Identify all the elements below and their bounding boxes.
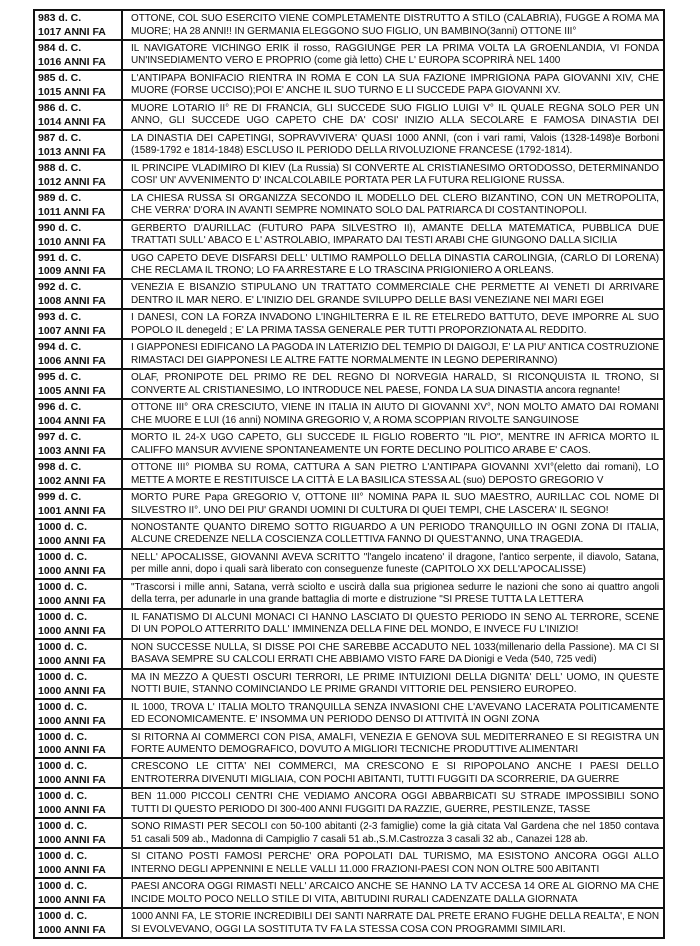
table-row — [35, 909, 663, 937]
date-cell — [35, 400, 123, 428]
date-cell — [35, 759, 123, 787]
year-label: 989 d. C. — [38, 191, 82, 204]
year-label: 994 d. C. — [38, 341, 82, 354]
year-label: 999 d. C. — [38, 491, 82, 503]
year-label: 986 d. C. — [38, 101, 82, 114]
date-cell — [35, 520, 123, 548]
years-ago-label: 1000 ANNI FA — [38, 894, 106, 907]
date-cell — [35, 71, 123, 99]
table-row — [35, 520, 663, 550]
year-label: 1000 d. C. — [38, 790, 88, 803]
years-ago-label: 1000 ANNI FA — [38, 834, 106, 847]
year-label: 983 d. C. — [38, 12, 82, 24]
event-text: "Trascorsi i mille anni, Satana, verrà sciolto e uscirà dalla sua prigionea sedurre le nazioni che sono ai quattro angoli della terra, per adunarle in una grande battaglia di morte e distruzione "SI PRESE TUTTA LA LETTERA — [131, 581, 659, 606]
year-label: 991 d. C. — [38, 251, 82, 264]
date-cell — [35, 640, 123, 668]
date-cell — [35, 879, 123, 907]
years-ago-label: 1005 ANNI FA — [38, 385, 106, 398]
date-cell — [35, 161, 123, 189]
year-label: 985 d. C. — [38, 71, 82, 84]
event-text: OTTONE III° ORA CRESCIUTO, VIENE IN ITALIA IN AIUTO DI GIOVANNI XV°, NON MOLTO AMATO DAI ROMANI CHE MUORE E LUI (16 anni) NOMINA GREGORIO V, A ROMA SCOPPIAN RIVOLTE SANGUINOSE — [131, 402, 659, 426]
years-ago-label: 1011 ANNI FA — [38, 205, 106, 218]
event-text: UGO CAPETO DEVE DISFARSI DELL' ULTIMO RAMPOLLO DELLA DINASTIA CAROLINGIA, (CARLO DI LORENA) CHE RECLAMA IL TRONO; LO FA ARRESTARE E LO TRASCINA PRIGIONIERO A ORLEANS. — [131, 252, 659, 276]
date-cell — [35, 730, 123, 758]
years-ago-label: 1008 ANNI FA — [38, 295, 106, 308]
year-label: 1000 d. C. — [38, 850, 88, 863]
date-cell — [35, 101, 123, 129]
table-row — [35, 490, 663, 520]
year-label: 990 d. C. — [38, 221, 82, 234]
table-row — [35, 879, 663, 909]
years-ago-label: 1000 ANNI FA — [38, 774, 106, 787]
event-text: SI CITANO POSTI FAMOSI PERCHE' ORA POPOLATI DAL TURISMO, MA ESISTONO ANCORA OGGI ALLO INTERNO DEGLI APPENNINI E NELLE VALLI 11.000 FRAZIONI-PAESI CON NON OLTRE 500 ABITANTI — [131, 851, 659, 875]
year-label: 988 d. C. — [38, 161, 82, 174]
years-ago-label: 1001 ANNI FA — [38, 504, 106, 517]
years-ago-label: 1000 ANNI FA — [38, 624, 106, 637]
table-row — [35, 11, 663, 41]
date-cell — [35, 909, 123, 937]
event-text: VENEZIA E BISANZIO STIPULANO UN TRATTATO COMMERCIALE CHE PERMETTE AI VENETI DI ARRIVARE DENTRO IL MAR NERO. E' L'INIZIO DEL GRANDE SVILUPPO DELLE BASI VENEZIANE NEI MARI EGEI — [131, 282, 659, 306]
year-label: 995 d. C. — [38, 371, 82, 384]
date-cell — [35, 819, 123, 847]
year-label: 997 d. C. — [38, 431, 82, 444]
date-cell — [35, 340, 123, 368]
event-text: NELL' APOCALISSE, GIOVANNI AVEVA SCRITTO "l'angelo incateno' il dragone, l'antico serpente, il diavolo, Satana, per mille anni, dopo i quali sarà liberato con conseguenze funeste (CAPITOLO XX DELL'APOCALISSE) — [131, 551, 659, 576]
date-cell — [35, 610, 123, 638]
event-text: SONO RIMASTI PER SECOLI con 50-100 abitanti (2-3 famiglie) come la già citata Val Gardena che nel 1850 contava 51 casali 509 ab., Madonna di Campiglio 7 casali 51 ab.,S.M.Castrozza 3 casali 32 ab., Canazei 128 ab. — [131, 821, 659, 845]
table-row — [35, 460, 663, 490]
year-label: 1000 d. C. — [38, 880, 88, 893]
table-row — [35, 700, 663, 730]
years-ago-label: 1000 ANNI FA — [38, 534, 106, 547]
event-text: LA CHIESA RUSSA SI ORGANIZZA SECONDO IL MODELLO DEL CLERO BIZANTINO, CON UN METROPOLITA, CHE VERRA' D'ORA IN AVANTI SEMPRE NOMINATO SOLO DAL PATRIARCA DI COSTANTINOPOLI. — [131, 192, 659, 217]
event-text: L'ANTIPAPA BONIFACIO RIENTRA IN ROMA E CON LA SUA FAZIONE IMPRIGIONA PAPA GIOVANNI XIV, CHE MUORE (FORSE UCCISO);POI E' ANCHE IL SUO TURNO E LI SUCCEDE PAPA GIOVANNI XV. — [131, 72, 659, 97]
event-text: NONOSTANTE QUANTO DIREMO SOTTO RIGUARDO A UN PERIODO TRANQUILLO IN OGNI ZONA DI ITALIA, ALCUNE CREDENZE NELLA COSCIENZA COLLETTIVA FANNO DI QUEST'ANNO, UNA TRAGEDIA. — [131, 521, 659, 546]
table-row — [35, 340, 663, 370]
table-row — [35, 71, 663, 101]
event-text: I GIAPPONESI EDIFICANO LA PAGODA IN LATERIZIO DEL TEMPIO DI DAIGOJI, E' LA PIU' ANTICA COSTRUZIONE RIMASTACI DEI GIAPPONESI LE ALTRE FATTE NORMALMENTE IN LEGNO DEPERIRANNO) — [131, 342, 659, 366]
date-cell — [35, 490, 123, 518]
date-cell — [35, 221, 123, 249]
table-row — [35, 430, 663, 460]
event-text: GERBERTO D'AURILLAC (FUTURO PAPA SILVESTRO II), AMANTE DELLA MATEMATICA, PUBBLICA DUE TRATTATI SULL' ABACO E L' ASTROLABIO, IMPARATO DAI TESTI ARABI CHE GIUNGONO DALLA SICILIA — [131, 222, 659, 247]
years-ago-label: 1003 ANNI FA — [38, 445, 106, 458]
years-ago-label: 1000 ANNI FA — [38, 564, 106, 577]
event-text: I DANESI, CON LA FORZA INVADONO L'INGHILTERRA E IL RE ETELREDO BATTUTO, DEVE IMPORRE AL SUO POPOLO IL denegeld ; E' LA PRIMA TASSA GENERALE PER TUTTI PROPORZIONATA AL REDDITO. — [131, 312, 659, 336]
event-text: MORTO PURE Papa GREGORIO V, OTTONE III° NOMINA PAPA IL SUO MAESTRO, AURILLAC COL NOME DI SILVESTRO II°. UNO DEI PIU' GRANDI UOMINI DI CULTURA DI QUEI TEMPI, CHE LASCERA' IL SEGNO! — [131, 492, 659, 516]
years-ago-label: 1010 ANNI FA — [38, 235, 106, 248]
table-row — [35, 161, 663, 191]
date-cell — [35, 310, 123, 338]
table-row — [35, 580, 663, 610]
table-row — [35, 221, 663, 251]
date-cell — [35, 280, 123, 308]
table-row — [35, 370, 663, 400]
table-row — [35, 640, 663, 670]
event-text: CRESCONO LE CITTA' NEI COMMERCI, MA CRESCONO E SI RIPOPOLANO ANCHE I PAESI DELLO ENTROTERRA DIVENUTI MIGLIAIA, CON POCHI ABITANTI, TUTTI FUGGITI DA SCORRERIE, DA GUERRE — [131, 761, 659, 785]
year-label: 998 d. C. — [38, 461, 82, 474]
table-row — [35, 101, 663, 131]
event-text: IL 1000, TROVA L' ITALIA MOLTO TRANQUILLA SENZA INVASIONI CHE L'AVEVANO LACERATA POLITICAMENTE ED ECONOMICAMENTE. E' INSOMMA UN PERIODO DENSO DI ATTIVITÀ IN OGNI ZONA — [131, 701, 659, 726]
event-text: IL NAVIGATORE VICHINGO ERIK il rosso, RAGGIUNGE PER LA PRIMA VOLTA LA GROENLANDIA, VI FONDA UN'INSEDIAMENTO VERO E PROPRIO (come già letto) CHE L' EUROPA SCOPRIRÀ NEL 1400 — [131, 42, 659, 67]
year-label: 984 d. C. — [38, 41, 82, 54]
event-text: OTTONE, COL SUO ESERCITO VIENE COMPLETAMENTE DISTRUTTO A STILO (CALABRIA), FUGGE A ROMA MA MUORE; HA 28 ANNI!! IN GERMANIA ELEGGONO SUO FIGLIO, UN BAMBINO(3anni) OTTONE III° — [131, 13, 659, 37]
year-label: 1000 d. C. — [38, 580, 88, 593]
date-cell — [35, 580, 123, 608]
years-ago-label: 1000 ANNI FA — [38, 684, 106, 697]
years-ago-label: 1012 ANNI FA — [38, 175, 106, 188]
year-label: 993 d. C. — [38, 311, 82, 324]
date-cell — [35, 370, 123, 398]
years-ago-label: 1006 ANNI FA — [38, 355, 106, 368]
years-ago-label: 1000 ANNI FA — [38, 594, 106, 607]
table-row — [35, 400, 663, 430]
table-row — [35, 131, 663, 161]
year-label: 1000 d. C. — [38, 730, 88, 743]
year-label: 1000 d. C. — [38, 820, 88, 833]
chronology-table — [33, 9, 665, 939]
year-label: 1000 d. C. — [38, 700, 88, 713]
year-label: 1000 d. C. — [38, 910, 88, 923]
date-cell — [35, 131, 123, 159]
table-row — [35, 610, 663, 640]
date-cell — [35, 41, 123, 69]
years-ago-label: 1017 ANNI FA — [38, 25, 106, 38]
years-ago-label: 1015 ANNI FA — [38, 85, 106, 98]
table-row — [35, 280, 663, 310]
table-row — [35, 41, 663, 71]
table-row — [35, 730, 663, 760]
years-ago-label: 1004 ANNI FA — [38, 415, 106, 428]
years-ago-label: 1000 ANNI FA — [38, 864, 106, 877]
date-cell — [35, 191, 123, 219]
year-label: 1000 d. C. — [38, 640, 88, 653]
year-label: 1000 d. C. — [38, 520, 88, 533]
event-text: OTTONE III° PIOMBA SU ROMA, CATTURA A SAN PIETRO L'ANTIPAPA GIOVANNI XVI°(eletto dai romani), LO METTE A MORTE E RESTITUISCE LA CITTÀ E LA BASILICA STESSA AL (suo) DEPOSTO GREGORIO V — [131, 462, 659, 486]
table-row — [35, 849, 663, 879]
event-text: IL PRINCIPE VLADIMIRO DI KIEV (La Russia) SI CONVERTE AL CRISTIANESIMO ORTODOSSO, DETERMINANDO COSI' UN' AVVENIMENTO D' INCALCOLABILE PORTATA PER LA FUTURA RELIGIONE RUSSA. — [131, 162, 659, 187]
event-text: OLAF, PRONIPOTE DEL PRIMO RE DEL REGNO DI NORVEGIA HARALD, SI RICONQUISTA IL TRONO, SI CONVERTE AL CRISTIANESIMO, LO INTRODUCE NEL PAESE, FONDA LA SUA DINASTIA ancora regnante! — [131, 372, 659, 396]
years-ago-label: 1013 ANNI FA — [38, 145, 106, 158]
years-ago-label: 1000 ANNI FA — [38, 924, 106, 937]
year-label: 987 d. C. — [38, 131, 82, 144]
year-label: 1000 d. C. — [38, 670, 88, 683]
years-ago-label: 1016 ANNI FA — [38, 55, 106, 68]
event-text: BEN 11.000 PICCOLI CENTRI CHE VEDIAMO ANCORA OGGI ABBARBICATI SU STRADE IMPOSSIBILI SONO TUTTI DI QUESTO PERIODO DI 300-400 ANNI FUGGITI DA RAZZIE, GUERRE, PESTILENZE, TASSE — [131, 791, 659, 815]
table-row — [35, 251, 663, 281]
date-cell — [35, 11, 123, 39]
event-text: NON SUCCESSE NULLA, SI DISSE POI CHE SAREBBE ACCADUTO NEL 1033(millenario della Passione). MA CI SI BASAVA SEMPRE SU CALCOLI ERRATI CHE ABBIAMO VISTO FARE DA Dionigi e Veda (540, 725 vedi) — [131, 641, 659, 666]
year-label: 1000 d. C. — [38, 760, 88, 773]
date-cell — [35, 460, 123, 488]
date-cell — [35, 700, 123, 728]
event-text: PAESI ANCORA OGGI RIMASTI NELL' ARCAICO ANCHE SE HANNO LA TV ACCESA 14 ORE AL GIORNO MA CHE INCIDE MOLTO POCO NELLO STILE DI VITA, ABITUDINI RURALI CADENZATE DALLA GIORNATA — [131, 881, 659, 905]
date-cell — [35, 849, 123, 877]
year-label: 992 d. C. — [38, 281, 82, 294]
event-text: MA IN MEZZO A QUESTI OSCURI TERRORI, LE PRIME INTUIZIONI DELLA DIGNITA' DELL' UOMO, IN QUESTE NOTTI BUIE, STANNO COMINCIANDO LE PRIME GRANDI VITTORIE DEL PENSIERO EUROPEO. — [131, 671, 659, 696]
table-row — [35, 759, 663, 789]
date-cell — [35, 251, 123, 279]
event-text: 1000 ANNI FA, LE STORIE INCREDIBILI DEI SANTI NARRATE DAL PRETE ERANO FUGHE DELLA REALTA', E NON SI EVOLVEVANO, OGGI LA SOSTITUTA TV FA LA STESSA COSA CON PROGRAMMI SIMILARI. — [131, 911, 659, 935]
date-cell — [35, 550, 123, 578]
year-label: 996 d. C. — [38, 401, 82, 414]
year-label: 1000 d. C. — [38, 550, 88, 563]
years-ago-label: 1000 ANNI FA — [38, 714, 106, 727]
event-text: IL FANATISMO DI ALCUNI MONACI CI HANNO LASCIATO DI QUESTO PERIODO IN SENO AL TERRORE, SCENE DI UN POPOLO ATTERRITO DALL' IMMINENZA DELLA FINE DEL MONDO, E INVECE FU L'INIZIO! — [131, 611, 659, 636]
date-cell — [35, 430, 123, 458]
table-row — [35, 819, 663, 849]
date-cell — [35, 789, 123, 817]
table-row — [35, 550, 663, 580]
table-row — [35, 191, 663, 221]
table-row — [35, 670, 663, 700]
table-row — [35, 789, 663, 819]
years-ago-label: 1007 ANNI FA — [38, 325, 106, 338]
event-text: LA DINASTIA DEI CAPETINGI, SOPRAVVIVERA' QUASI 1000 ANNI, (con i vari rami, Valois (1328-1498)e Borboni (1589-1792 e 1814-1848) ESCLUSO IL PERIODO DELLA RIVOLUZIONE FRANCESE (1792-1814). — [131, 132, 659, 157]
years-ago-label: 1000 ANNI FA — [38, 804, 106, 817]
years-ago-label: 1014 ANNI FA — [38, 115, 106, 128]
years-ago-label: 1002 ANNI FA — [38, 475, 106, 487]
year-label: 1000 d. C. — [38, 610, 88, 623]
years-ago-label: 1000 ANNI FA — [38, 744, 106, 757]
years-ago-label: 1009 ANNI FA — [38, 265, 106, 278]
years-ago-label: 1000 ANNI FA — [38, 654, 106, 667]
event-text: MUORE LOTARIO II° RE DI FRANCIA, GLI SUCCEDE SUO FIGLIO LUIGI V° IL QUALE REGNA SOLO PER UN ANNO, GLI SUCCEDE UGO CAPETO CHE DA' COSI' INIZIO ALLA SECOLARE E FAMOSA DINASTIA DEI — [131, 102, 659, 127]
date-cell — [35, 670, 123, 698]
event-text: SI RITORNA AI COMMERCI CON PISA, AMALFI, VENEZIA E GENOVA SUL MEDITERRANEO E SI REGISTRA UN FORTE AUMENTO DEMOGRAFICO, DOVUTO A MIGLIORI TECNICHE PRODUTTIVE ALIMENTARI — [131, 731, 659, 755]
event-text: MORTO IL 24-X UGO CAPETO, GLI SUCCEDE IL FIGLIO ROBERTO "IL PIO", MENTRE IN AFRICA MORTO IL CALIFFO MANSUR AVVIENE SPONTANEAMENTE UN FORTE DECLINO POLITICO ARABE E' CAOS. — [131, 432, 659, 456]
table-row — [35, 310, 663, 340]
